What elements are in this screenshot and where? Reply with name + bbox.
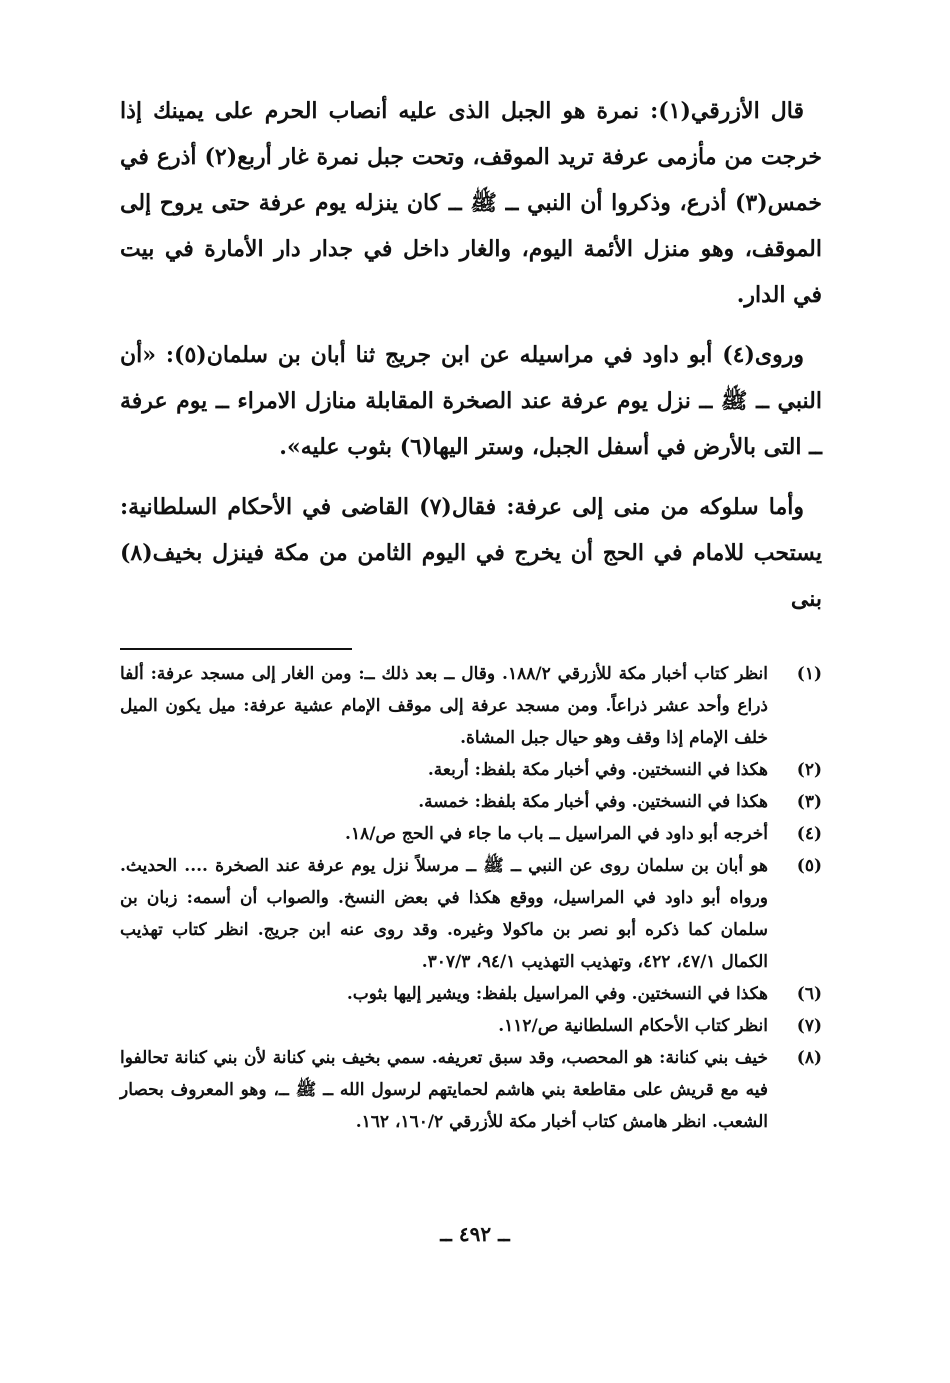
footnote-item	[120, 818, 822, 850]
main-paragraph-3: وأما سلوكه من منى إلى عرفة: فقال(٧) القاضى في الأحكام السلطانية: يستحب للامام في الحج أن يخرج في اليوم الثامن من مكة فينزل بخيف(٨) بنى	[120, 494, 822, 612]
footnote-text: انظر كتاب أخبار مكة للأزرقي ١٨٨/٢. وقال ــ بعد ذلك ــ: ومن الغار إلى مسجد عرفة: ألفا ذراع وأحد عشر ذراعاً. ومن مسجد عرفة إلى موقف الإمام عشية عرفة: ميل يكون الميل خلف الإمام إذا وقف وهو حيال جبل المشاة.	[120, 664, 768, 748]
footnote-text: هكذا في النسختين. وفي أخبار مكة بلفظ: خمسة.	[418, 792, 768, 812]
footnote-item	[120, 754, 822, 786]
footnote-text: أخرجه أبو داود في المراسيل ــ باب ما جاء في الحج ص/١٨.	[345, 824, 768, 844]
footnote-separator	[120, 648, 352, 650]
footnote-item	[120, 978, 822, 1010]
footnote-text: انظر كتاب الأحكام السلطانية ص/١١٢.	[498, 1016, 768, 1036]
footnote-item	[120, 1010, 822, 1042]
footnote-text: هكذا في النسختين. وفي المراسيل بلفظ: ويشير إليها بثوب.	[346, 984, 768, 1004]
main-paragraph-2: وروى(٤) أبو داود في مراسيله عن ابن جريج ثنا أبان بن سلمان(٥): «أن النبي ــ ﷺ ــ نزل يوم عرفة عند الصخرة المقابلة منازل الامراء ــ يوم عرفة ــ التى بالأرض في أسفل الجبل، وستر اليها(٦) بثوب عليه».	[120, 342, 822, 460]
page-number: ــ ٤٩٢ ــ	[440, 1222, 510, 1246]
footnote-text: خيف بني كنانة: هو المحصب، وقد سبق تعريفه. سمي بخيف بني كنانة لأن بني كنانة تحالفوا فيه مع قريش على مقاطعة بني هاشم لحمايتهم لرسول الله ــ ﷺ ــ، وهو المعروف بحصار الشعب. انظر هامش كتاب أخبار مكة للأزرقي ١٦٠/٢، ١٦٢.	[120, 1048, 768, 1132]
book-page	[120, 88, 822, 1138]
footnote-text: هو أبان بن سلمان روى عن النبي ــ ﷺ ــ مرسلاً نزل يوم عرفة عند الصخرة .... الحديث. ورواه أبو داود في المراسيل، ووقع هكذا في بعض النسخ. والصواب أن أسمه: زبان بن سلمان كما ذكره أبو نصر بن ماكولا وغيره. وقد روى عنه ابن جريج. انظر كتاب تهذيب الكمال ٤٧/١، ٤٢٢، وتهذيب التهذيب ٩٤/١، ٣٠٧/٣.	[120, 856, 768, 972]
footnotes-list	[120, 658, 822, 1138]
footnote-number: (٦)	[796, 984, 822, 1004]
footnote-number: (٣)	[796, 792, 822, 812]
main-paragraph-1: قال الأزرقي(١): نمرة هو الجبل الذى عليه أنصاب الحرم على يمينك إذا خرجت من مأزمى عرفة تريد الموقف، وتحت جبل نمرة غار أربع(٢) أذرع في خمس(٣) أذرع، وذكروا أن النبي ــ ﷺ ــ كان ينزله يوم عرفة حتى يروح إلى الموقف، وهو منزل الأئمة اليوم، والغار داخل في جدار دار الأمارة في بيت في الدار.	[120, 98, 822, 308]
footnote-number: (١)	[796, 664, 822, 684]
footnote-number: (٧)	[796, 1016, 822, 1036]
footnote-number: (٥)	[796, 856, 822, 876]
footnote-item	[120, 850, 822, 978]
footnote-number: (٢)	[796, 760, 822, 780]
footnote-item	[120, 1042, 822, 1138]
footnote-number: (٤)	[796, 824, 822, 844]
footnote-number: (٨)	[796, 1048, 822, 1068]
footnote-text: هكذا في النسختين. وفي أخبار مكة بلفظ: أربعة.	[427, 760, 768, 780]
footnote-item	[120, 786, 822, 818]
footnote-item	[120, 658, 822, 754]
